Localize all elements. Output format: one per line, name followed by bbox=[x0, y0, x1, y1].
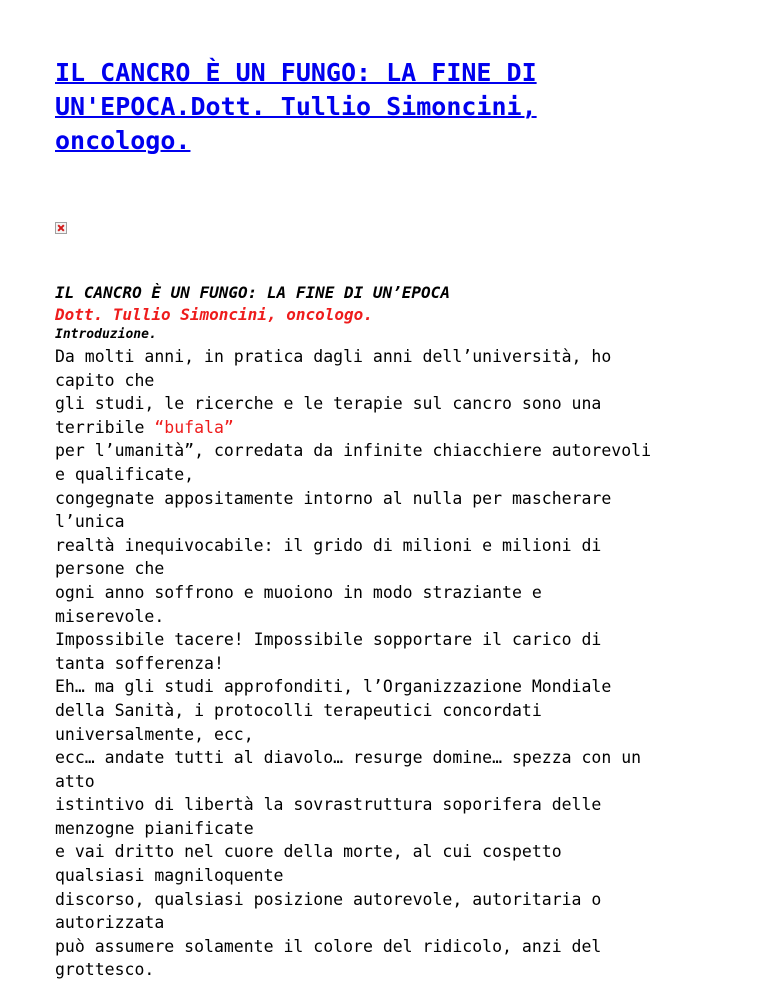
body-line: può assumere solamente il colore del ridicolo, anzi del bbox=[55, 936, 602, 956]
body-line: gli studi, le ricerche e le terapie sul cancro sono una bbox=[55, 394, 602, 414]
body-line: realtà inequivocabile: il grido di milioni e milioni di bbox=[55, 535, 602, 555]
body-line: congegnate appositamente intorno al nulla per mascherare bbox=[55, 488, 612, 508]
body-line: atto bbox=[55, 771, 95, 791]
body-line: miserevole. bbox=[55, 606, 165, 626]
body-line: e vai dritto nel cuore della morte, al cui cospetto bbox=[55, 842, 562, 862]
body-line: Eh… ma gli studi approfonditi, l’Organizzazione Mondiale bbox=[55, 677, 612, 697]
article-body bbox=[55, 345, 735, 982]
body-line: e qualificate, bbox=[55, 464, 195, 484]
bufala-quote: “bufala” bbox=[154, 417, 234, 437]
body-line: istintivo di libertà la sovrastruttura soporifera delle bbox=[55, 795, 602, 815]
article-title-link[interactable]: IL CANCRO È UN FUNGO: LA FINE DI UN'EPOCA.Dott. Tullio Simoncini, oncologo. bbox=[55, 58, 537, 155]
body-line: autorizzata bbox=[55, 913, 165, 933]
body-line: l’unica bbox=[55, 512, 125, 532]
broken-image-icon bbox=[55, 222, 67, 234]
article-heading: IL CANCRO È UN FUNGO: LA FINE DI UN’EPOCA bbox=[55, 283, 450, 302]
body-line: tanta sofferenza! bbox=[55, 653, 224, 673]
body-line: Impossibile tacere! Impossibile sopportare il carico di bbox=[55, 630, 602, 650]
body-line: persone che bbox=[55, 559, 165, 579]
author-line: Dott. Tullio Simoncini, oncologo. bbox=[55, 305, 373, 324]
body-text-fragment: terribile bbox=[55, 417, 155, 437]
body-line: per l’umanità”, corredata da infinite chiacchiere autorevoli bbox=[55, 441, 652, 461]
section-label: Introduzione. bbox=[55, 327, 157, 342]
body-line: universalmente, ecc, bbox=[55, 724, 254, 744]
body-line: qualsiasi magniloquente bbox=[55, 866, 284, 886]
body-line: capito che bbox=[55, 370, 155, 390]
body-line: ecc… andate tutti al diavolo… resurge domine… spezza con un bbox=[55, 748, 642, 768]
body-line: discorso, qualsiasi posizione autorevole, autoritaria o bbox=[55, 889, 602, 909]
body-line: Da molti anni, in pratica dagli anni dell’università, ho bbox=[55, 347, 612, 366]
body-line-bufala bbox=[55, 416, 735, 440]
body-line: menzogne pianificate bbox=[55, 818, 254, 838]
body-line: grottesco. bbox=[55, 960, 155, 980]
body-line: ogni anno soffrono e muoiono in modo straziante e bbox=[55, 582, 542, 602]
document-page bbox=[55, 0, 755, 980]
body-line: della Sanità, i protocolli terapeutici concordati bbox=[55, 700, 542, 720]
